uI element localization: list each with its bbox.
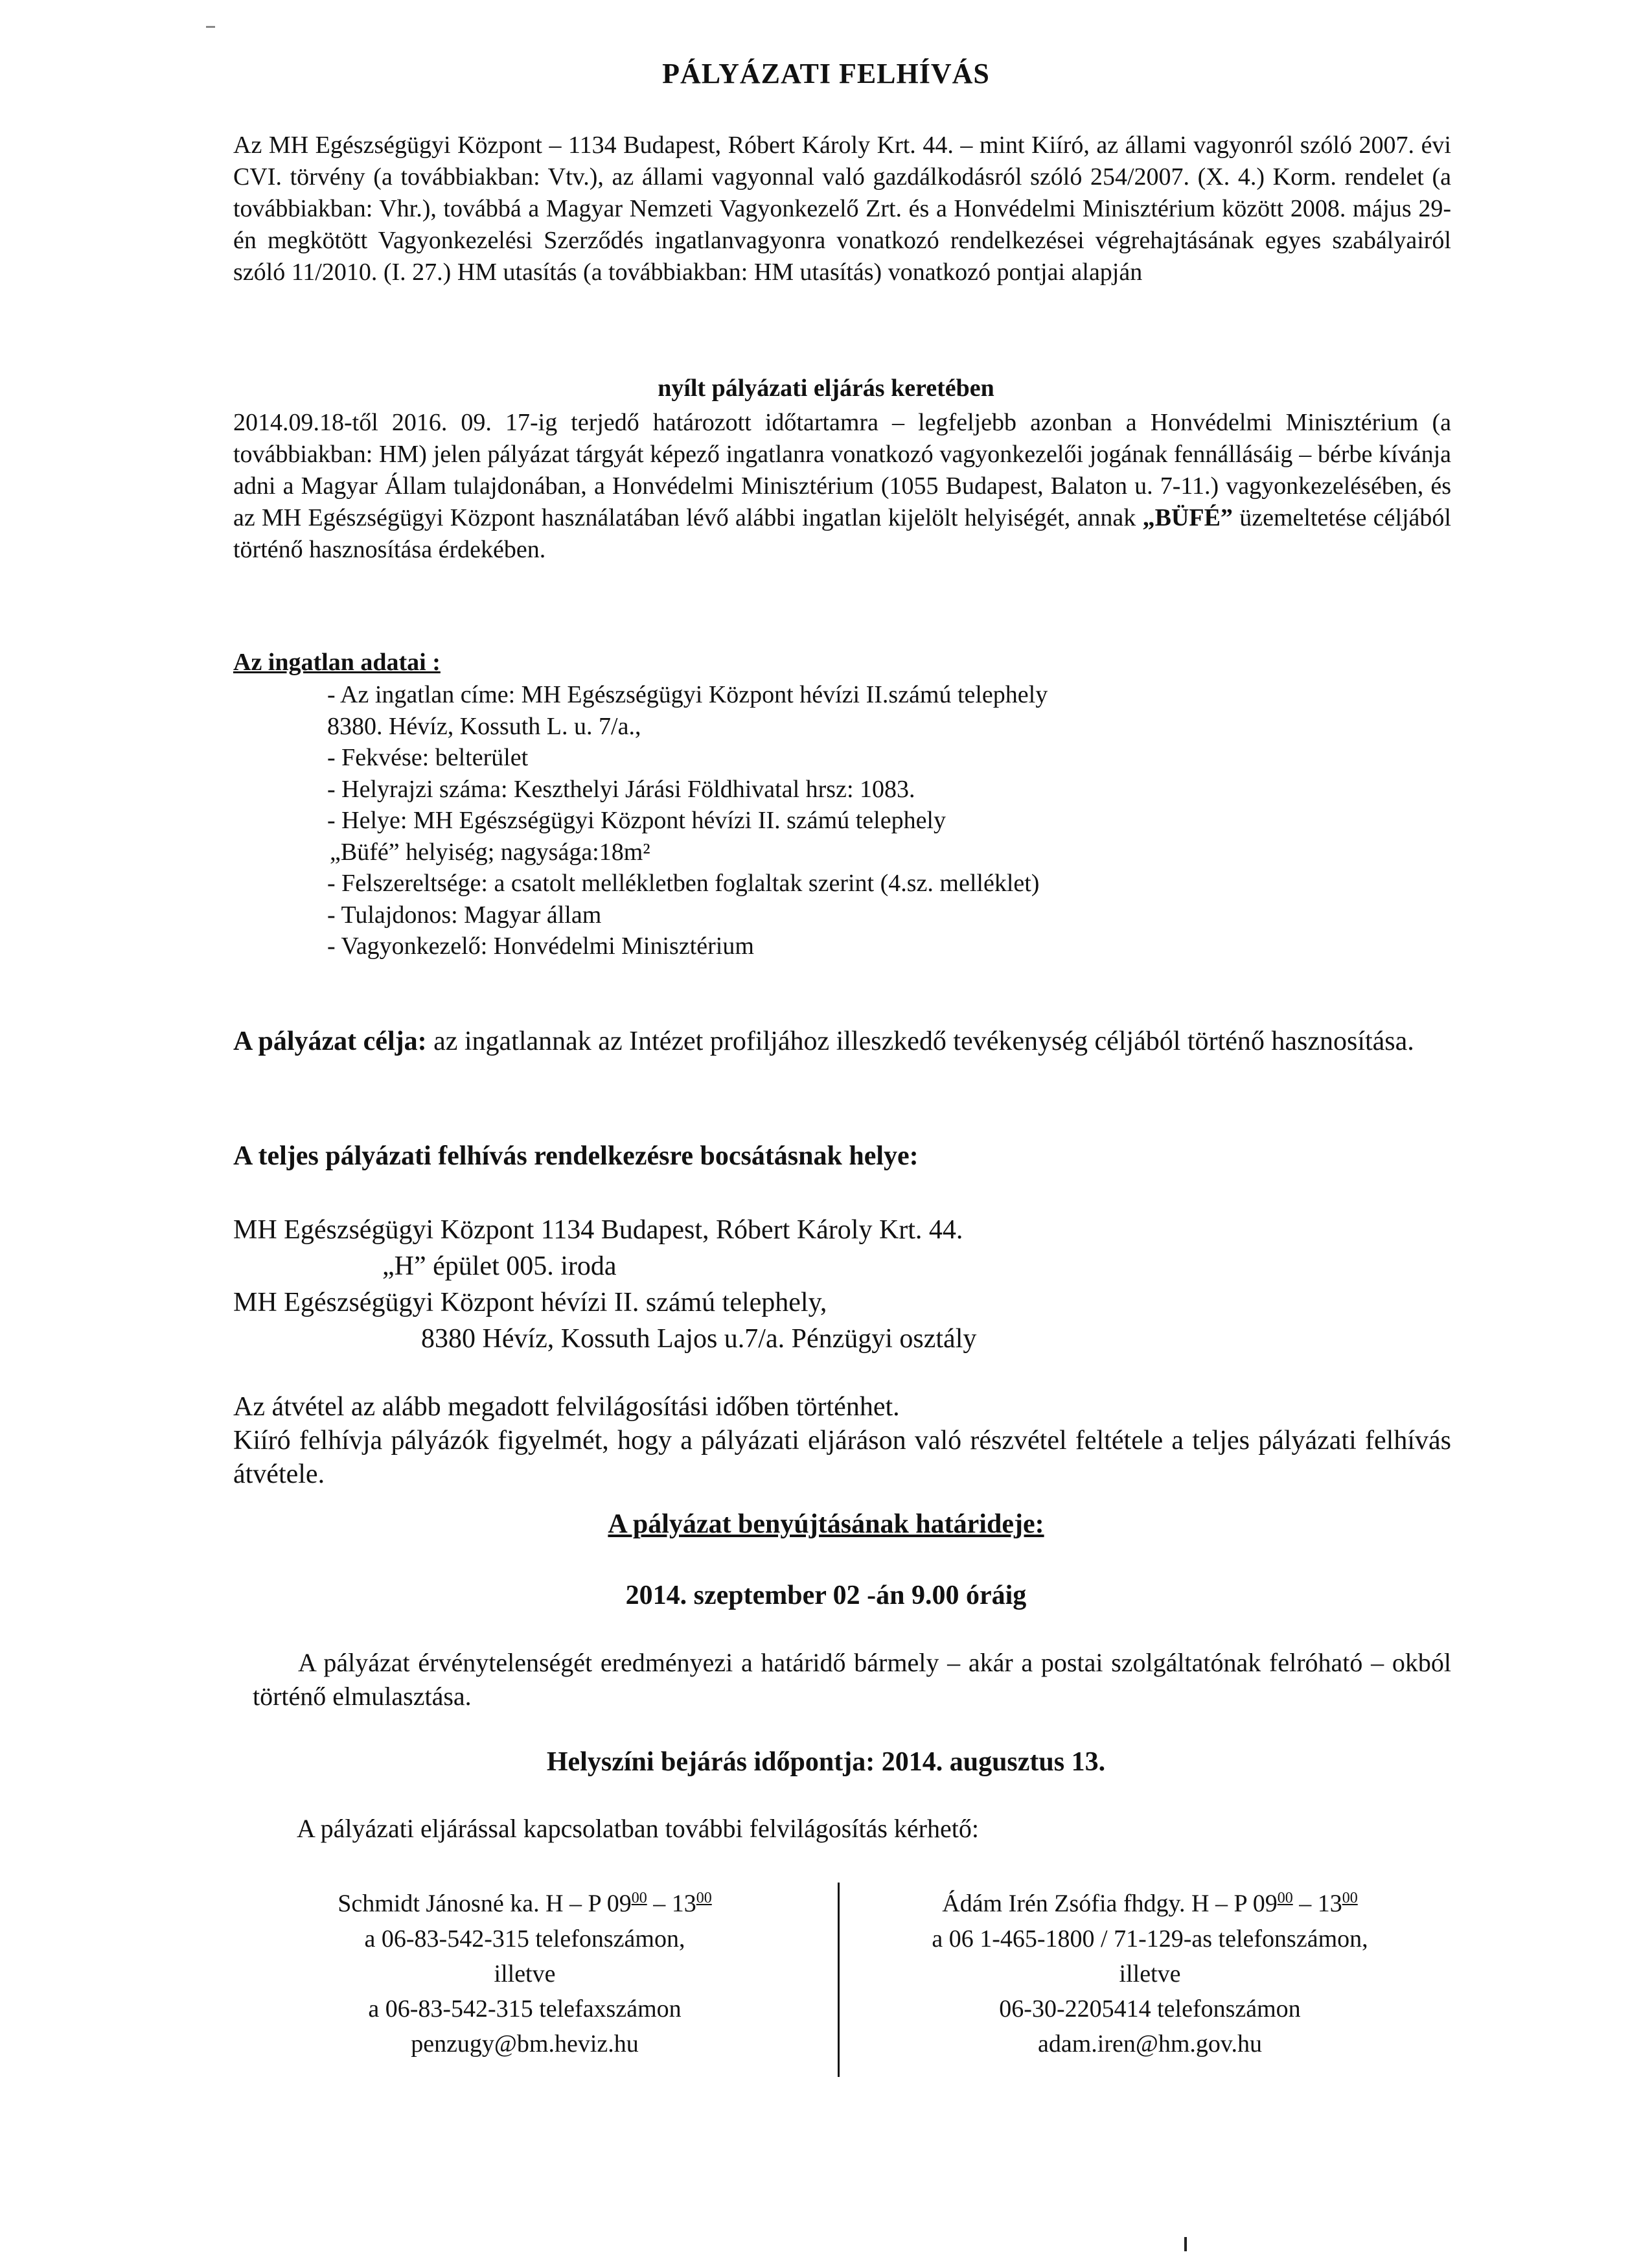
contact-line: a 06 1-465-1800 / 71-129-as telefonszámon, <box>932 1925 1368 1953</box>
availability-heading: A teljes pályázati felhívás rendelkezésre bocsátásnak helye: <box>233 1141 919 1171</box>
property-line: 8380. Hévíz, Kossuth L. u. 7/a., <box>327 712 641 740</box>
hours-minutes: 00 <box>631 1890 647 1907</box>
contact-line: illetve <box>1119 1960 1181 1988</box>
deadline-heading: A pályázat benyújtásának határideje: <box>608 1509 1044 1539</box>
address-line: „H” épület 005. iroda <box>382 1251 617 1281</box>
property-line: - Felszereltsége: a csatolt mellékletben foglaltak szerint (4.sz. melléklet) <box>327 870 1040 897</box>
goal-paragraph <box>233 1024 1451 1060</box>
main-paragraph-before: 2014.09.18-től 2016. 09. 17-ig terjedő határozott időtartamra – legfeljebb azonban a Honvédelmi Minisztérium (a továbbiakban: HM) jelen pályázat tárgyát képező ingatlanra vonatkozó vagyonkezelői jogának fennállásáig – bérbe kívánja adni a Magyar Állam tulajdonában, a Honvédelmi Minisztérium (1055 Budapest, Balaton u. 7-11.) vagyonkezelésében, és az MH Egészségügyi Központ használatában lévő alábbi ingatlan kijelölt helyiségét, annak <box>233 409 1451 531</box>
contact-email: penzugy@bm.heviz.hu <box>411 2030 639 2058</box>
address-line: MH Egészségügyi Központ hévízi II. számú telephely, <box>233 1288 827 1317</box>
scan-mark <box>1184 2237 1187 2251</box>
contact-name: Ádám Irén Zsófia fhdgy. H – P 09 <box>942 1890 1278 1918</box>
property-details-list <box>327 679 1493 962</box>
property-line: - Helye: MH Egészségügyi Központ hévízi II. számú telephely <box>327 807 946 834</box>
bufe-highlight: „BÜFÉ” <box>1142 504 1233 531</box>
contact-name: Schmidt Jánosné ka. H – P 09 <box>338 1890 632 1918</box>
hours-minutes: 00 <box>1342 1890 1358 1907</box>
address-line: 8380 Hévíz, Kossuth Lajos u.7/a. Pénzügyi osztály <box>421 1324 977 1354</box>
deadline-date: 2014. szeptember 02 -án 9.00 óráig <box>625 1581 1027 1610</box>
contact-line: a 06-83-542-315 telefonszámon, <box>364 1925 685 1953</box>
property-line: - Helyrajzi száma: Keszthelyi Járási Földhivatal hrsz: 1083. <box>327 775 915 803</box>
invalidity-note: A pályázat érvénytelenségét eredményezi a határidő bármely – akár a postai szolgáltatónak felróható – okból történő elmulasztása. <box>253 1648 1451 1711</box>
property-line: - Vagyonkezelő: Honvédelmi Minisztérium <box>327 933 754 960</box>
goal-text: az ingatlannak az Intézet profiljához illeszkedő tevékenység céljából történő hasznosítása. <box>426 1026 1414 1056</box>
contact-line: illetve <box>494 1960 556 1988</box>
main-paragraph <box>233 407 1451 566</box>
property-line: - Az ingatlan címe: MH Egészségügyi Központ hévízi II.számú telephely <box>327 681 1048 708</box>
availability-addresses <box>233 1212 1451 1357</box>
contact-email: adam.iren@hm.gov.hu <box>1038 2030 1262 2058</box>
info-intro: A pályázati eljárással kapcsolatban további felvilágosítás kérhető: <box>297 1814 979 1843</box>
main-paragraph-after: üzemeltetése céljából történő hasznosítása érdekében. <box>233 504 1451 563</box>
contact-line: a 06-83-542-315 telefaxszámon <box>368 1995 682 2023</box>
goal-label: A pályázat célja: <box>233 1026 427 1056</box>
pickup-notes <box>233 1390 1451 1491</box>
property-line: - Tulajdonos: Magyar állam <box>327 901 602 929</box>
hours-dash: – 13 <box>647 1890 696 1918</box>
pickup-note: Az átvétel az alább megadott felvilágosítási időben történhet. <box>233 1392 900 1422</box>
contact-divider <box>838 1883 840 2077</box>
contact-block-right <box>858 1881 1441 2061</box>
property-heading: Az ingatlan adatai : <box>233 649 441 676</box>
hours-minutes: 00 <box>1277 1890 1293 1907</box>
address-line: MH Egészségügyi Központ 1134 Budapest, Róbert Károly Krt. 44. <box>233 1215 963 1245</box>
contact-name-hours <box>259 1881 790 1921</box>
contact-name-hours <box>858 1881 1441 1921</box>
participation-note: Kiíró felhívja pályázók figyelmét, hogy a pályázati eljáráson való részvétel feltétele a teljes pályázati felhívás átvétele. <box>233 1426 1451 1489</box>
hours-minutes: 00 <box>696 1890 712 1907</box>
intro-paragraph: Az MH Egészségügyi Központ – 1134 Budapest, Róbert Károly Krt. 44. – mint Kiíró, az állami vagyonról szóló 2007. évi CVI. törvény (a továbbiakban: Vtv.), az állami vagyonnal való gazdálkodásról szóló 254/2007. (X. 4.) Korm. rendelet (a továbbiakban: Vhr.), továbbá a Magyar Nemzeti Vagyonkezelő Zrt. és a Honvédelmi Minisztérium között 2008. május 29-én megkötött Vagyonkezelési Szerződés ingatlanvagyonra vonatkozó rendelkezései végrehajtásának egyes szabályairól szóló 11/2010. (I. 27.) HM utasítás (a továbbiakban: HM utasítás) vonatkozó pontjai alapján <box>233 132 1451 286</box>
property-line: - Fekvése: belterület <box>327 744 529 771</box>
site-visit-date: Helyszíni bejárás időpontja: 2014. augusztus 13. <box>546 1747 1106 1777</box>
procedure-heading: nyílt pályázati eljárás keretében <box>658 375 994 402</box>
property-line: „Büfé” helyiség; nagysága:18m² <box>330 838 650 866</box>
scan-mark <box>206 26 215 28</box>
hours-dash: – 13 <box>1292 1890 1342 1918</box>
contact-block-left <box>259 1881 790 2061</box>
document-title: PÁLYÁZATI FELHÍVÁS <box>662 58 990 89</box>
contact-line: 06-30-2205414 telefonszámon <box>999 1995 1301 2023</box>
